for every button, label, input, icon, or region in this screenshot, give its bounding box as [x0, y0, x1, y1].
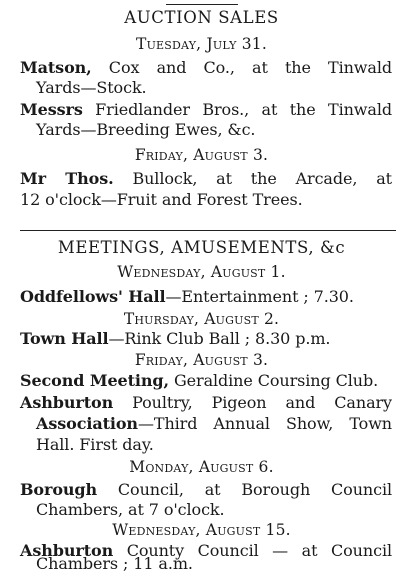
auction-entry-bullock-line1 — [20, 169, 392, 189]
meeting-entry-borough-line1 — [20, 480, 392, 500]
auction-entry-friedlander-line1 — [20, 100, 392, 120]
auction-entry-bullock-line2: 12 o'clock—Fruit and Forest Trees. — [20, 190, 303, 209]
auction-date-tuesday: Tuesday, July 31. — [136, 35, 267, 53]
meetings-date-wednesday-1: Wednesday, August 1. — [117, 263, 286, 281]
meeting-entry-town-hall — [20, 329, 330, 349]
meeting-entry-town-hall-text: —Rink Club Ball ; 8.30 p.m. — [108, 329, 331, 348]
auction-entry-friedlander-name: Messrs — [20, 100, 83, 119]
meeting-entry-borough-name: Borough — [20, 480, 98, 499]
meeting-entry-second-meeting — [20, 371, 378, 391]
auction-entry-bullock-text: Bullock, at the Arcade, at — [113, 169, 392, 188]
auction-sales-heading: AUCTION SALES — [124, 8, 279, 27]
meeting-entry-poultry-line2 — [36, 414, 392, 434]
meeting-entry-county-council-name: Ashburton — [20, 541, 114, 560]
auction-entry-matson-line2: Yards—Stock. — [36, 78, 147, 97]
meeting-entry-oddfellows — [20, 287, 354, 307]
meeting-entry-poultry-line1 — [20, 393, 392, 413]
meeting-entry-poultry-text: Poultry, Pigeon and Canary — [113, 393, 392, 412]
meeting-entry-poultry-line2-text: —Third Annual Show, Town — [137, 414, 392, 433]
meeting-entry-county-council-line2: Chambers ; 11 a.m. — [36, 554, 193, 573]
meetings-heading: MEETINGS, AMUSEMENTS, &c — [57, 238, 346, 257]
meetings-date-monday: Monday, August 6. — [129, 458, 274, 476]
meeting-entry-oddfellows-name: Oddfellows' Hall — [20, 287, 166, 306]
meetings-date-friday: Friday, August 3. — [134, 351, 269, 369]
auction-entry-bullock-name: Mr Thos. — [20, 169, 114, 188]
auction-entry-matson-name: Matson, — [20, 58, 92, 77]
meeting-entry-borough-line2: Chambers, at 7 o'clock. — [36, 500, 225, 519]
meeting-entry-second-meeting-text: Geraldine Coursing Club. — [168, 371, 379, 390]
meeting-entry-poultry-association: Association — [36, 414, 138, 433]
section-divider-rule — [20, 230, 396, 231]
auction-entry-friedlander-line2: Yards—Breeding Ewes, &c. — [36, 120, 256, 139]
auction-entry-matson-line1 — [20, 58, 392, 78]
auction-date-friday: Friday, August 3. — [134, 146, 269, 164]
meeting-entry-oddfellows-text: —Entertainment ; 7.30. — [165, 287, 354, 306]
meeting-entry-borough-text: Council, at Borough Council — [97, 480, 392, 499]
auction-entry-friedlander-text: Friedlander Bros., at the Tinwald — [82, 100, 392, 119]
meeting-entry-county-council-text: County Council — at Council — [113, 541, 392, 560]
meeting-entry-poultry-line3: Hall. First day. — [36, 435, 154, 454]
meetings-date-thursday: Thursday, August 2. — [123, 310, 280, 328]
meeting-entry-second-meeting-name: Second Meeting, — [20, 371, 169, 390]
meeting-entry-poultry-name: Ashburton — [20, 393, 114, 412]
meetings-date-wednesday-15: Wednesday, August 15. — [112, 521, 291, 539]
top-divider-rule — [166, 4, 238, 5]
meeting-entry-town-hall-name: Town Hall — [20, 329, 109, 348]
auction-entry-matson-text: Cox and Co., at the Tinwald — [91, 58, 392, 77]
